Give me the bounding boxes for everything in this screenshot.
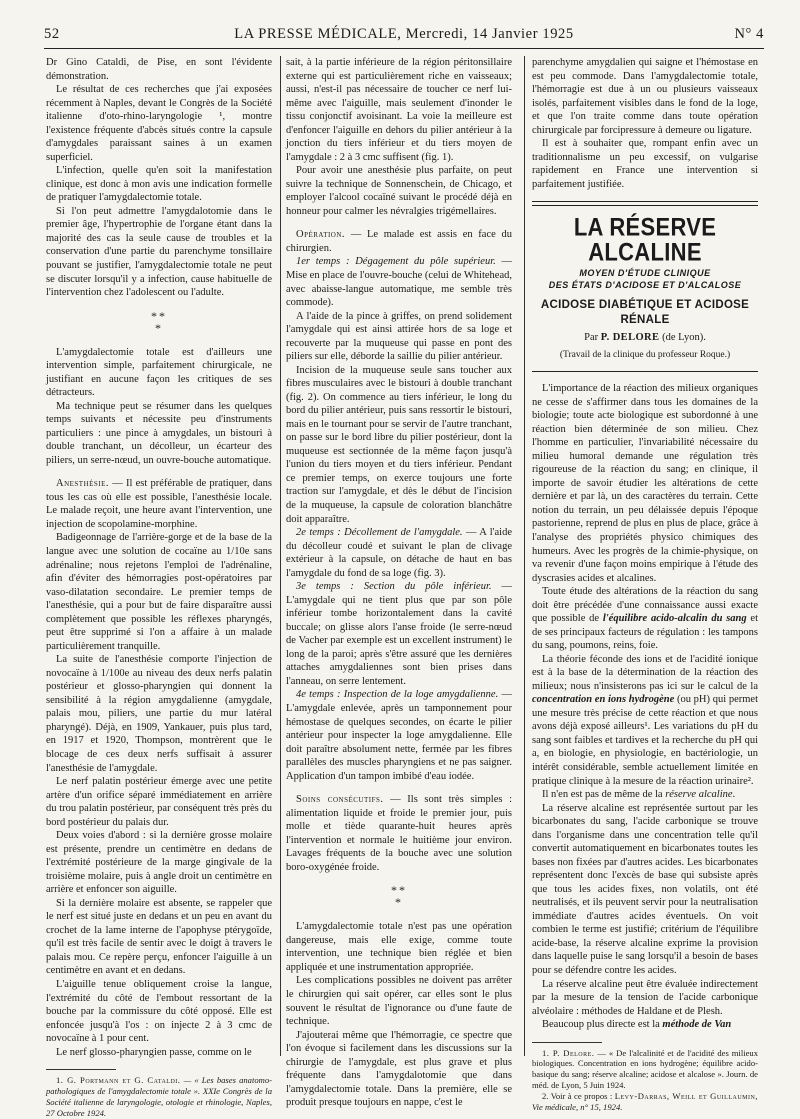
footnote-1: 1. G. Portmann et G. Cataldi. — « Les bases anatomo-pathologiques de l'amygdalectomie totale ». XXIe Congrès de la Société italienne de laryngologie, otologie et rhinologie, Naples, 27 Octobre 1924. xyxy=(46,1075,273,1118)
paragraph: sait, à la partie inférieure de la région péritonsillaire externe qui est particulièrement riche en vaisseaux; aussi, n'est-il pas nécessaire de toucher ce nerf lui-même avec l'aiguille, mais seulement d'inonder le tissu conjonctif avoisinant. La voie la meilleure est d'enfoncer l'aiguille en dehors du pilier antérieur à la jonction du tiers inférieur et du tiers moyen de l'amygdale : 2 à 3 cmc suffisent (fig. 1). xyxy=(286,57,512,163)
paragraph: Le nerf glosso-pharyngien passe, comme on le xyxy=(56,1046,252,1058)
paragraph-operation: Opération. — Le malade est assis en face du chirurgien. xyxy=(286,229,512,254)
issue-number: N° 4 xyxy=(734,26,764,42)
column-rule-1 xyxy=(280,56,281,1056)
footnote-2: 2. Voir à ce propos : Levy-Darras, Weill et Guillaumin, Vie médicale, n° 15, 1924. xyxy=(532,1090,758,1112)
page-number: 52 xyxy=(44,26,60,42)
column-rule-2 xyxy=(524,56,525,1056)
paragraph: Si l'on peut admettre l'amygdalotomie dans le premier âge, l'hypertrophie de l'organe étant dans la majorité des cas la seule cause de troubles et la conservation d'une partie du parenchyme tonsillaire pouvant se justifier, l'amygdalectomie totale ne peut se discuter lorsqu'il y a infection, cause habituelle de l'intervention chez l'adolescent ou l'adulte. xyxy=(46,205,272,299)
article-subtitle-1: MOYEN D'ÉTUDE CLINIQUE xyxy=(579,268,711,279)
paragraph: La réserve alcaline peut être évaluée indirectement par la mesure de la tension de l'acide carbonique alvéolaire : méthodes de Haldane et de Plesh. xyxy=(532,978,758,1017)
paragraph-temps-2: 2e temps : Décollement de l'amygdale. — A l'aide du décolleur coudé et suivant le plan de clivage extérieur à la capsule, on détache de haut en bas l'amygdale du fond de sa loge (fig. 3). xyxy=(286,527,512,579)
article-affiliation: (Travail de la clinique du professeur Roque.) xyxy=(559,349,731,360)
paragraph: L'aiguille tenue obliquement croise la langue, l'extrémité du côté de l'embout ressortant de la bouche par la commissure du côté opposé. Elle est enfoncée jusqu'à l'os : on injecte 2 à 3 cmc de novocaïne à 1 pour cent. xyxy=(46,979,272,1045)
paragraph: Deux voies d'abord : si la dernière grosse molaire est présente, prendre un centimètre en dedans de l'extrémité postérieure de la marge gingivale de la troisième molaire, puis à angle droit un centimètre en arrière et enfoncer son aiguille. xyxy=(46,830,272,896)
paragraph: La réserve alcaline est représentée surtout par les bicarbonates du sang, l'acide carbonique se trouve dans l'organisme dans une concentration telle qu'il convertit automatiquement en bicarbonates toutes les bases non fixées par d'autres acides. Les bicarbonates représentent donc l'excès de base qui subsiste après que tous les acides fixes, non volatils, ont été neutralisés, et ils peuvent servir pour la neutralisation immédiate d'autres acides éventuels. On voit combien le terme est justifié; critérium de l'équilibre acide-base, la réserve alcaline exprime la provision dans laquelle puise le sang lorsqu'il a besoin de bases pour se défendre contre les acides. xyxy=(532,802,758,976)
paragraph: Toute étude des altérations de la réaction du sang doit être précédée d'une connaissance aussi exacte que possible de l'équilibre acido-alcalin du sang et de ses principaux facteurs de régulation : les tampons du sang, poumons, reins, foie. xyxy=(532,586,758,652)
section-label: Soins consécutifs. xyxy=(296,794,384,806)
paragraph: J'ajouterai même que l'hémorragie, ce spectre que l'on évoque si facilement dans les discussions sur la chirurgie de l'amygdale, est plus grave et plus fréquente dans l'amygdalotomie que dans l'amygdalectomie totale. Dans la première, elle se produit presque toujours en nappe, c'est le xyxy=(286,1029,512,1109)
step-label: 3e temps : Section du pôle inférieur. xyxy=(296,581,492,593)
article-title: LA RÉSERVE ALCALINE xyxy=(573,212,717,267)
paragraph: Le résultat de ces recherches que j'ai exposées récemment à Naples, devant le Congrès de la Société italienne d'oto-rhino-laryngologie ¹, montre l'existence fréquente d'abcès situés contre la capsule d'amygdales paraissant saines à un examen superficiel. xyxy=(46,84,272,163)
section-label: Opération. xyxy=(296,229,346,241)
step-label: 4e temps : Inspection de la loge amygdalienne. xyxy=(296,689,499,701)
paragraph-temps-1: 1er temps : Dégagement du pôle supérieur. — Mise en place de l'ouvre-bouche (celui de Whitehead, avec abaisse-langue automatique, me semble très commode). xyxy=(286,256,513,309)
header-rule xyxy=(44,48,764,49)
paragraph: Le nerf palatin postérieur émerge avec une petite artère d'un orifice séparé immédiatement en arrière du trou palatin postérieur, par conséquent très près du bord postérieur du palais dur. xyxy=(46,776,272,828)
paragraph: Badigeonnage de l'arrière-gorge et de la base de la langue avec une solution de cocaïne au 1/10e sans adrénaline; nous rejetons l'emploi de l'adrénaline, afin d'éviter des hémorragies post-opératoires par vaso-dilatation secondaire. Le premier temps de l'anesthésie, qui a pour but de faire disparaître aussi complètement que possible les réflexes pharyngés, peut être supprimé si l'on a affaire à un malade particulièrement tranquille. xyxy=(46,532,272,652)
article-author: Par P. DELORE (de Lyon). xyxy=(584,332,706,344)
paragraph: Pour avoir une anesthésie plus parfaite, on peut suivre la technique de Sonnenschein, de Chicago, et employer l'alcool cocaïné suivant le procédé déjà en honneur pour calmer les névralgies trigémellaires. xyxy=(286,165,512,217)
article-subtitle-2: DES ÉTATS D'ACIDOSE ET D'ALCALOSE xyxy=(548,280,742,290)
paragraph: L'infection, quelle qu'en soit la manifestation clinique, est donc à mon avis une indication formelle de pratiquer l'amygdalectomie totale. xyxy=(46,165,272,204)
paragraph-soins: Soins consécutifs. — Ils sont très simples : alimentation liquide et froide le premier jour, puis molle et tiède quarante-huit heures après l'intervention et normale le huitième jour environ. Lavages fréquents de la bouche avec une solution boro-oxygénée froide. xyxy=(286,794,512,873)
column-3 xyxy=(532,56,758,1113)
paragraph: A l'aide de la pince à griffes, on prend solidement l'amygdale qui est ainsi attirée hors de sa loge et recouverte par la muqueuse qui passe en pont des piliers sur elle, déborde la saillie du pilier antérieur. xyxy=(286,310,512,363)
paragraph: L'amygdalectomie totale n'est pas une opération dangereuse, mais elle exige, comme toute intervention, une technique bien réglée et bien appliquée et une instrumentation appropriée. xyxy=(286,921,512,973)
article-header-rule xyxy=(532,201,758,206)
paragraph: La suite de l'anesthésie comporte l'injection de novocaïne à 1/100e au niveau des deux nerfs palatin postérieur et glosso-pharyngien qui donnent la sensibilité à la région amygdalienne (amygdale, palais mou, piliers, une partie du mur latéral pharyngé). Déjà, en 1909, Yankauer, puis plus tard, en 1917 et 1920, Thompson, montrèrent que le blocage de ces deux nerfs suffisait à assurer l'anesthésie de l'amygdale. xyxy=(46,654,272,774)
paragraph-temps-4: 4e temps : Inspection de la loge amygdalienne. — L'amygdale enlevée, après un tamponnement pour hémostase de quelques secondes, on écarte le pilier antérieur pour inspecter la loge amygdalienne. Elle doit paraître absolument nette, fermée par les fibres parallèles des muscles pharyngiens et ne pas saigner. Application d'un tampon imbibé d'eau iodée. xyxy=(286,689,513,782)
article-header-bottom-rule xyxy=(532,371,758,372)
footnote-rule xyxy=(46,1069,116,1070)
paragraph: L'amygdalectomie totale est d'ailleurs une intervention simple, parfaitement chirurgicale, ne justifiant en aucune façon les critiques de ses détracteurs. xyxy=(46,346,272,399)
paragraph: La théorie féconde des ions et de l'acidité ionique est à la base de la détermination de la réaction des milieux; nous n'insisterons pas ici sur le calcul de la concentration en ions hydrogène (ou pH) qui permet une mesure très précise de cette réaction et que nous avons déjà exposé ailleurs¹. Les variations du pH du sang sont faibles et tardives et la recherche du pH qui a, en biologie, en physiologie, en bactériologie, un intérêt considérable, semble actuellement limitée en pratique clinique à la mesure de la réaction urinaire². xyxy=(532,653,758,787)
footnote-rule xyxy=(532,1042,602,1043)
step-label: 1er temps : Dégagement du pôle supérieur. xyxy=(296,256,496,268)
section-label: Anesthésie. xyxy=(56,478,110,490)
article-subtitle-3: ACIDOSE DIABÉTIQUE ET ACIDOSE RÉNALE xyxy=(540,298,750,326)
paragraph-temps-3: 3e temps : Section du pôle inférieur. — L'amygdale qui ne tient plus que par son pôle inférieur tombe horizontalement dans la cavité buccale; on glisse alors l'anse froide (le serre-nœud de Vacher par exemple est un excellent instrument) le long de la paroi; après s'être assuré que les dernières attaches amygdaliennes sont bien prises dans l'anneau, on serre lentement. xyxy=(286,581,513,687)
column-2 xyxy=(286,56,512,1110)
paragraph: Les complications possibles ne doivent pas arrêter le chirurgien qui sait opérer, car elles sont le plus souvent le résultat de l'ignorance ou d'une faute de technique. xyxy=(286,975,512,1028)
section-separator: ** * xyxy=(151,308,167,335)
section-separator: ** * xyxy=(391,883,407,910)
journal-title: LA PRESSE MÉDICALE, Mercredi, 14 Janvier 1925 xyxy=(234,26,574,42)
footnote-1: 1. P. Delore. — « De l'alcalinité et de l'acidité des milieux biologiques. Concentration en ions hydrogène; équilibre acido-basique du sang; réserve alcaline; acidose et alcalose ». Journ. de méd. de Lyon, 5 Juin 1924. xyxy=(532,1047,758,1091)
paragraph: Dr Gino Cataldi, de Pise, en sont l'évidente démonstration. xyxy=(46,57,272,82)
paragraph: Ma technique peut se résumer dans les quelques temps suivants et nécessite peu d'instruments particuliers : une pince à amygdales, un bistouri à double tranchant, un décolleur, un écarteur des piliers, un serre-nœud, un ouvre-bouche automatique. xyxy=(46,400,272,466)
step-label: 2e temps : Décollement de l'amygdale. xyxy=(296,527,463,539)
paragraph: Incision de la muqueuse seule sans toucher aux fibres musculaires avec le bistouri à double tranchant (fig. 2). On commence au tiers inférieur, le long du bord du pilier antérieur, puis sans ressortir le bistouri, mais en le tournant pour se servir de l'autre tranchant, on passe sur le bord libre du pilier postérieur, dont la muqueuse est sectionnée de la même façon jusqu'à l'union du tiers moyen et du tiers inférieur. Pendant ce premier temps, on exerce toujours une forte traction sur l'amygdale, et dès le début de l'incision de la muqueuse, la capsule de coloration blanchâtre doit apparaître. xyxy=(286,364,512,525)
page-header xyxy=(44,26,764,44)
paragraph-anesthesie: Anesthésie. — Il est préférable de pratiquer, dans tous les cas où elle est possible, l'anesthésie locale. Le malade reçoit, une heure avant l'intervention, une injection de scopolamine-morphine. xyxy=(46,478,272,530)
paragraph: Il n'en est pas de même de la réserve alcaline. xyxy=(542,789,736,801)
paragraph: Si la dernière molaire est absente, se rappeler que le nerf est situé juste en dedans et un peu en avant du crochet de la lame interne de l'apophyse ptérygoïde, qu'il est très facile de sentir avec le doigt à travers le palais mou. Ce repère perçu, enfoncer l'aiguille à un centimètre en avant et en dedans. xyxy=(46,897,272,977)
paragraph: Beaucoup plus directe est la méthode de Van xyxy=(542,1019,732,1031)
paragraph: L'importance de la réaction des milieux organiques ne cesse de s'affirmer dans tous les domaines de la biologie; toute acte biologique est subordonné à une réaction bien déterminée de son milieu. Chez l'homme en particulier, l'invariabilité nécessaire du milieu humoral demande une régulation très rigoureuse de la réaction du sang; en clinique, il importe de savoir étudier les altérations de cette dernière et par là, un des caractères du terrain. Cette notion du terrain, un peu délaissée depuis l'époque pastorienne, reprend de plus en plus de place, grâce à l'analyse des propriétés physico chimiques des humeurs. Avec les progrès de la chimie-physique, on va revenir d'une façon moins empirique à l'étude des dyscrasies acides et alcalines. xyxy=(532,383,758,584)
paragraph: parenchyme amygdalien qui saigne et l'hémostase en est peu commode. Dans l'amygdalectomie totale, l'hémorragie est due à un ou plusieurs vaisseaux isolés, parfaitement visibles dans le fond de la loge, et que l'on traite comme dans toute opération chirurgicale par forcipressure à demeure ou ligature. xyxy=(532,57,758,136)
column-1 xyxy=(46,56,272,1119)
paragraph: Il est à souhaiter que, rompant enfin avec un traditionnalisme un peu excessif, on vulgarise rapidement en France une intervention si parfaitement justifiée. xyxy=(532,138,758,190)
